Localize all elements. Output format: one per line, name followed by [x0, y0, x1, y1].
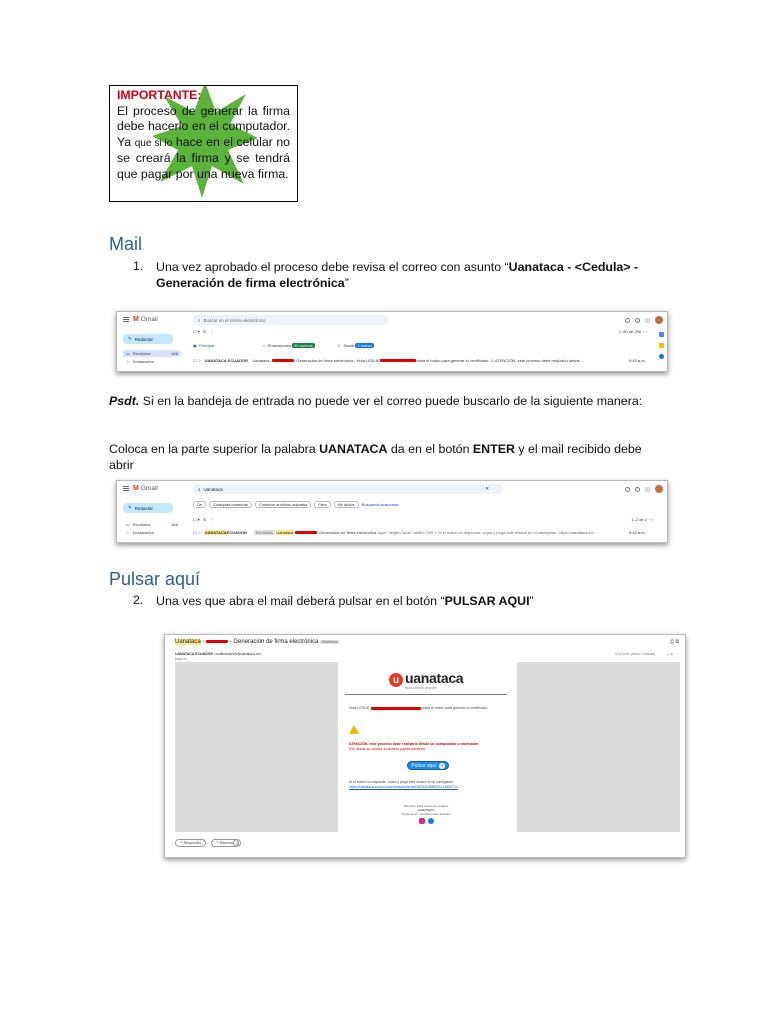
email-body-card: [341, 662, 513, 832]
warning-icon: [349, 725, 359, 734]
settings-icon: [635, 318, 640, 323]
gmail-inbox-screenshot: [116, 311, 668, 372]
uanataca-logo: u uanataca trust service provider: [389, 670, 463, 690]
list-number-2: 2.: [133, 593, 144, 607]
search-bar: ⌕ Buscar en el correo electrónico: [193, 315, 389, 325]
email-sender: UANATACA ECUADOR <notificaciones@uanataca.ec>: [175, 652, 262, 656]
redacted-mark: [272, 359, 294, 362]
redacted-mark: [295, 531, 317, 534]
forward-button: ↷ Reenviar: [211, 839, 239, 847]
gmail-logo: M Gmail: [133, 484, 158, 492]
section-heading-pulsar: Pulsar aquí: [109, 569, 201, 589]
important-notice-box: [109, 85, 298, 202]
coloca-paragraph: Coloca en la parte superior la palabra UANATACA da en el botón ENTER y el mail recibido debe abrir: [109, 442, 642, 472]
social-icons: [419, 818, 434, 824]
psdt-paragraph: Psdt. Si en la bandeja de entrada no puede ver el correo puede buscarlo de la siguiente manera:: [109, 394, 643, 408]
email-time: 9:43 a.m.: [629, 358, 646, 363]
avatar: [655, 485, 663, 493]
pulsar-aqui-button: Pulsar aquí ➜: [407, 761, 449, 770]
pencil-icon: ✎: [128, 336, 132, 341]
list-item-1: Una vez aprobado el proceso debe revisa el correo con asunto “Uanataca - <Cedula> - Generación de firma electrónica”: [156, 260, 639, 290]
redacted-mark: [380, 359, 416, 362]
gmail-search-screenshot: [116, 480, 668, 543]
settings-icon: [635, 487, 640, 492]
list-number-1: 1.: [133, 259, 144, 273]
redacted-mark: [206, 640, 228, 643]
pencil-icon: ✎: [128, 505, 132, 510]
redacted-mark: [371, 707, 421, 710]
greeting: Hola LESLIE pulsa el botón para generar tu certificado.: [349, 706, 488, 710]
compose-button: ✎ Redactar: [123, 503, 173, 513]
help-icon: [625, 318, 630, 323]
email-subject: Uanataca - - Generación de firma electrónica Recibidos: [175, 639, 338, 645]
menu-icon: [123, 317, 129, 322]
help-icon: [625, 487, 630, 492]
side-panel-icons: [659, 332, 664, 359]
fallback-text: Si el botón no responde, copia y pega este enlace en el navegador: https://uanataca.ec/consola/modules/firma/0923041588021114802714: [349, 780, 458, 789]
sidebar-item-starred: ☆ Destacados: [126, 359, 154, 364]
reply-button: ↶ Responder: [175, 839, 206, 847]
header-icons: [625, 316, 663, 324]
tab-principal: ▣ Principal: [193, 343, 215, 348]
sidebar-item-inbox: ▭ Recibidos 468: [123, 350, 181, 357]
inbox-icon: ▭: [126, 522, 130, 527]
star-icon: ☆: [126, 530, 130, 535]
email-date: 9:43 a.m. (hace 1 minuto): [615, 652, 655, 656]
arrow-icon: ➜: [439, 763, 444, 768]
gray-panel-right: [517, 662, 680, 832]
inbox-icon: ▭: [126, 351, 130, 356]
search-filter-chips: De Cualquier momento Contiene archivos adjuntos Para No leídos Búsqueda avanzada: [193, 501, 513, 508]
section-heading-mail: Mail: [109, 234, 143, 254]
pagination: 1–2 de 2 ‹ ›: [631, 517, 653, 522]
footer-text: Atención: Para entrar en contacto UANATACA Síguenos en nuestras redes sociales: [401, 804, 451, 816]
attention-text: ATENCIÓN, este proceso debe realizarlo desde un computador u ordenador (No desde su celular, el archivo puede dañarse): [349, 742, 479, 751]
print-icon: ⎙ ⧉: [670, 639, 679, 645]
star-reply-icons: ☆ ↶ ⋮: [665, 652, 679, 657]
emoji-icon: ☺: [234, 841, 240, 846]
menu-icon: [123, 486, 129, 491]
pagination: 1–50 de 299 ‹ ›: [618, 329, 647, 334]
star-icon: ☆: [126, 359, 130, 364]
important-body: El proceso de generar la firma debe hacerlo en el computador. Ya que si lo hace en el celular no se creará la firma y se tendrá que pagar por una nueva firma.: [117, 103, 291, 181]
uanataca-logo-icon: u: [389, 673, 403, 687]
gmail-logo: M Gmail: [133, 315, 158, 323]
header-icons: [625, 485, 663, 493]
email-row: ☐ ☆ UANATACA ECUADOR Uanataca - - Generación de firma electrónica - Hola LESLIE pulsa el botón para generar tu certificado. ⚠ ATENCIÓN, este proceso debe realizarlo desde...: [193, 358, 584, 363]
gray-panel-left: [175, 662, 338, 832]
toolbar: ☐ ▾ ↻ ⋮: [193, 517, 214, 522]
tab-promociones: ⌂ Promociones 50 nuevos: [263, 343, 313, 348]
facebook-icon: [428, 818, 434, 824]
apps-icon: [645, 318, 650, 323]
instagram-icon: [419, 818, 425, 824]
close-icon: ✕: [485, 486, 489, 491]
sidebar-item-inbox: ▭ Recibidos 468: [126, 522, 178, 527]
search-bar: ⌕ Uanataca ✕: [193, 484, 503, 494]
search-icon: ⌕: [198, 317, 201, 323]
email-screenshot: [164, 634, 686, 858]
search-icon: ⌕: [198, 486, 201, 492]
toolbar: ☐ ▾ ↻ ⋮: [193, 329, 214, 334]
avatar: [655, 316, 663, 324]
tab-social: ☺ Social 1 nuevo: [337, 343, 372, 348]
apps-icon: [645, 487, 650, 492]
important-title: IMPORTANTE:: [117, 88, 202, 102]
email-time: 9:43 a.m.: [629, 530, 646, 535]
compose-button: ✎ Redactar: [123, 334, 173, 344]
divider: [345, 694, 507, 695]
email-recipient: para mí: [175, 657, 187, 661]
list-item-2: Una ves que abra el mail deberá pulsar en el botón “PULSAR AQUI”: [156, 594, 534, 608]
sidebar-item-starred: ☆ Destacados: [126, 530, 154, 535]
email-row: ☐ ☆ UANATACA ECUADOR Recibidos Uanataca - Generación de firma electrónica - ayuí" height="auto" width="200"> Si el botón no responde, copia y pega este enlace en el navegador: https://uanataca.ec/...: [193, 530, 598, 535]
